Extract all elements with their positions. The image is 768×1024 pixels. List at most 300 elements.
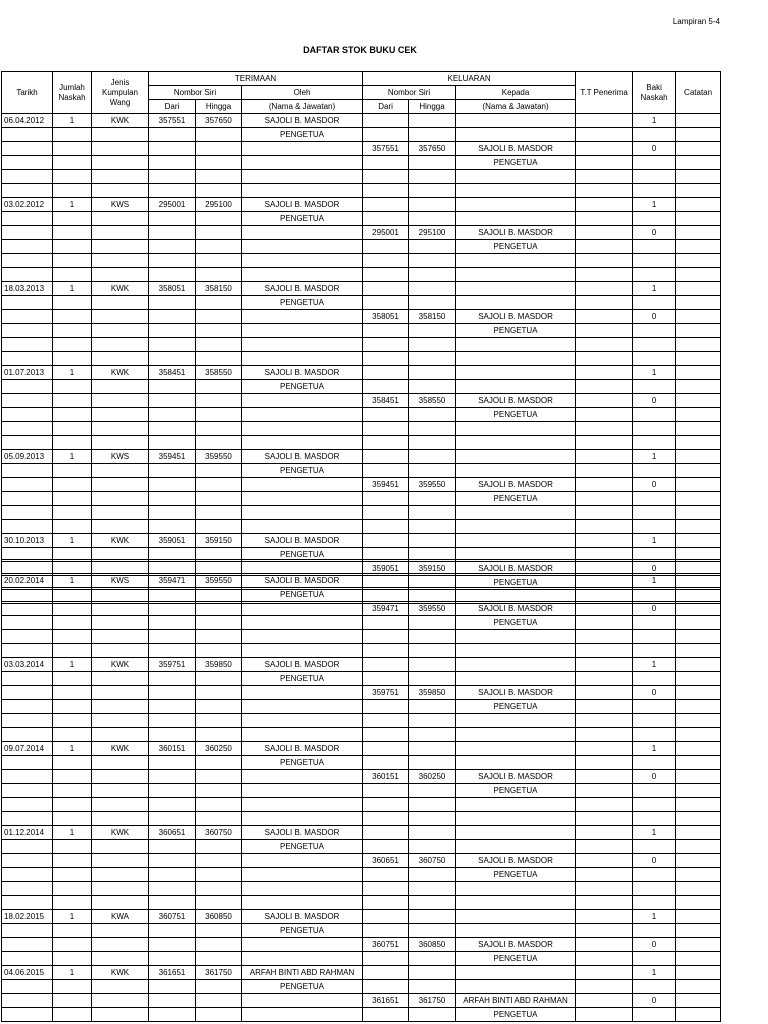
table-cell <box>363 1008 409 1022</box>
table-cell <box>2 728 53 742</box>
blank-row <box>2 644 721 658</box>
table-cell <box>53 896 92 910</box>
keluaran-hingga: Hingga <box>409 100 456 114</box>
table-cell <box>149 394 196 408</box>
table-cell <box>576 616 633 630</box>
entry-jumlah: 1 <box>53 450 92 464</box>
table-cell <box>196 394 242 408</box>
table-cell <box>633 700 676 714</box>
table-cell <box>363 840 409 854</box>
table-cell <box>456 644 576 658</box>
issue-row <box>2 686 721 700</box>
table-cell <box>363 296 409 310</box>
table-cell <box>409 184 456 198</box>
table-cell <box>2 602 53 616</box>
table-cell <box>2 896 53 910</box>
table-cell <box>53 324 92 338</box>
table-cell <box>409 212 456 226</box>
table-cell <box>196 686 242 700</box>
entry-jumlah: 1 <box>53 574 92 588</box>
table-cell <box>53 380 92 394</box>
receipt-row <box>2 658 721 672</box>
table-cell <box>676 966 721 980</box>
table-cell <box>149 700 196 714</box>
table-cell <box>196 952 242 966</box>
table-cell <box>456 560 576 574</box>
table-cell <box>676 588 721 602</box>
table-cell <box>149 882 196 896</box>
table-cell <box>53 240 92 254</box>
table-cell <box>2 170 53 184</box>
table-cell <box>409 254 456 268</box>
table-cell <box>409 714 456 728</box>
table-cell <box>633 268 676 282</box>
table-cell <box>363 980 409 994</box>
table-cell <box>196 436 242 450</box>
receipt-row <box>2 282 721 296</box>
table-cell <box>676 910 721 924</box>
table-cell <box>149 310 196 324</box>
blank-row <box>2 728 721 742</box>
blank-row <box>2 714 721 728</box>
baki-naskah-value: 0 <box>633 602 676 616</box>
table-cell <box>53 938 92 952</box>
entry-jenis: KWK <box>92 826 149 840</box>
table-cell <box>676 924 721 938</box>
table-cell <box>456 742 576 756</box>
table-cell <box>633 408 676 422</box>
table-cell <box>409 560 456 574</box>
table-cell <box>2 924 53 938</box>
table-cell <box>576 924 633 938</box>
table-cell <box>456 980 576 994</box>
issue-title-row <box>2 952 721 966</box>
table-cell <box>633 868 676 882</box>
issue-dari: 360151 <box>363 770 409 784</box>
table-cell <box>363 170 409 184</box>
blank-row <box>2 896 721 910</box>
table-cell <box>149 422 196 436</box>
entry-date: 18.03.2013 <box>2 282 53 296</box>
table-cell <box>53 394 92 408</box>
issue-kepada-nama: SAJOLI B. MASDOR <box>456 938 576 952</box>
table-cell <box>149 380 196 394</box>
receipt-title-row <box>2 212 721 226</box>
table-cell <box>409 980 456 994</box>
table-cell <box>53 184 92 198</box>
table-cell <box>2 464 53 478</box>
table-cell <box>456 756 576 770</box>
receipt-oleh-nama: SAJOLI B. MASDOR <box>242 198 363 212</box>
table-cell <box>2 700 53 714</box>
receipt-oleh-nama: ARFAH BINTI ABD RAHMAN <box>242 966 363 980</box>
table-cell <box>676 394 721 408</box>
table-cell <box>196 422 242 436</box>
table-cell <box>456 352 576 366</box>
table-cell <box>576 366 633 380</box>
table-cell <box>633 630 676 644</box>
table-cell <box>363 910 409 924</box>
issue-row <box>2 770 721 784</box>
table-cell <box>2 616 53 630</box>
table-cell <box>456 464 576 478</box>
table-cell <box>576 450 633 464</box>
table-cell <box>92 854 149 868</box>
issue-kepada-jawatan: PENGETUA <box>456 784 576 798</box>
receipt-oleh-nama: SAJOLI B. MASDOR <box>242 282 363 296</box>
table-cell <box>363 184 409 198</box>
table-cell <box>576 966 633 980</box>
entry-jumlah: 1 <box>53 658 92 672</box>
table-cell <box>196 324 242 338</box>
table-cell <box>2 798 53 812</box>
table-cell <box>576 324 633 338</box>
table-cell <box>363 658 409 672</box>
issue-hingga: 358150 <box>409 310 456 324</box>
table-cell <box>576 226 633 240</box>
table-cell <box>676 268 721 282</box>
issue-kepada-nama: SAJOLI B. MASDOR <box>456 854 576 868</box>
table-cell <box>92 492 149 506</box>
receipt-oleh-jawatan: PENGETUA <box>242 380 363 394</box>
issue-title-row <box>2 492 721 506</box>
table-cell <box>242 644 363 658</box>
table-cell <box>2 240 53 254</box>
table-cell <box>633 324 676 338</box>
issue-hingga: 360750 <box>409 854 456 868</box>
issue-row <box>2 310 721 324</box>
entry-jumlah: 1 <box>53 910 92 924</box>
table-cell <box>196 268 242 282</box>
table-cell <box>196 240 242 254</box>
table-cell <box>149 644 196 658</box>
table-cell <box>242 798 363 812</box>
entry-date: 01.12.2014 <box>2 826 53 840</box>
table-cell <box>242 854 363 868</box>
table-cell <box>576 658 633 672</box>
table-cell <box>149 588 196 602</box>
table-cell <box>363 534 409 548</box>
entry-jumlah: 1 <box>53 534 92 548</box>
table-cell <box>363 282 409 296</box>
table-cell <box>2 436 53 450</box>
table-cell <box>409 630 456 644</box>
table-cell <box>53 798 92 812</box>
table-cell <box>2 770 53 784</box>
table-cell <box>92 714 149 728</box>
table-cell <box>2 408 53 422</box>
issue-kepada-jawatan: PENGETUA <box>456 324 576 338</box>
table-cell <box>149 142 196 156</box>
table-cell <box>196 938 242 952</box>
table-cell <box>53 728 92 742</box>
table-cell <box>242 310 363 324</box>
baki-naskah-value: 1 <box>633 910 676 924</box>
table-cell <box>633 128 676 142</box>
table-cell <box>676 520 721 534</box>
table-cell <box>149 868 196 882</box>
table-cell <box>576 588 633 602</box>
table-cell <box>676 254 721 268</box>
receipt-title-row <box>2 128 721 142</box>
table-cell <box>633 840 676 854</box>
table-cell <box>633 240 676 254</box>
table-cell <box>676 226 721 240</box>
table-cell <box>2 324 53 338</box>
table-cell <box>409 574 456 588</box>
table-cell <box>2 854 53 868</box>
table-cell <box>456 520 576 534</box>
table-cell <box>633 296 676 310</box>
table-cell <box>363 952 409 966</box>
table-cell <box>363 366 409 380</box>
issue-hingga: 360850 <box>409 938 456 952</box>
receipt-title-row <box>2 980 721 994</box>
issue-kepada-jawatan: PENGETUA <box>456 492 576 506</box>
table-cell <box>409 408 456 422</box>
issue-hingga: 359550 <box>409 602 456 616</box>
table-cell <box>363 254 409 268</box>
table-cell <box>576 296 633 310</box>
table-cell <box>363 212 409 226</box>
blank-row <box>2 812 721 826</box>
table-cell <box>576 798 633 812</box>
table-cell <box>576 352 633 366</box>
table-cell <box>576 408 633 422</box>
table-cell <box>576 240 633 254</box>
table-cell <box>242 170 363 184</box>
appendix-label: Lampiran 5-4 <box>672 17 720 26</box>
baki-naskah-value: 1 <box>633 966 676 980</box>
table-cell <box>53 464 92 478</box>
table-cell <box>2 672 53 686</box>
table-cell <box>242 338 363 352</box>
table-cell <box>196 798 242 812</box>
receipt-hingga: 360850 <box>196 910 242 924</box>
table-cell <box>92 212 149 226</box>
baki-naskah-value: 1 <box>633 450 676 464</box>
issue-dari: 359051 <box>363 562 409 576</box>
receipt-oleh-nama: SAJOLI B. MASDOR <box>242 450 363 464</box>
table-cell <box>196 854 242 868</box>
table-cell <box>149 728 196 742</box>
table-cell <box>363 966 409 980</box>
blank-row <box>2 436 721 450</box>
table-cell <box>2 952 53 966</box>
table-cell <box>149 924 196 938</box>
baki-naskah-value: 0 <box>633 478 676 492</box>
receipt-row <box>2 366 721 380</box>
table-cell <box>92 798 149 812</box>
table-cell <box>53 226 92 240</box>
receipt-dari: 359051 <box>149 534 196 548</box>
table-cell <box>409 170 456 184</box>
table-cell <box>92 812 149 826</box>
receipt-title-row <box>2 464 721 478</box>
table-cell <box>149 240 196 254</box>
table-cell <box>92 310 149 324</box>
issue-hingga: 360250 <box>409 770 456 784</box>
table-cell <box>149 520 196 534</box>
table-cell <box>676 952 721 966</box>
entry-date: 30.10.2013 <box>2 534 53 548</box>
table-cell <box>456 450 576 464</box>
issue-title-row <box>2 868 721 882</box>
table-cell <box>92 868 149 882</box>
table-cell <box>53 170 92 184</box>
issue-dari: 359451 <box>363 478 409 492</box>
receipt-hingga: 360750 <box>196 826 242 840</box>
issue-row <box>2 602 721 616</box>
table-cell <box>576 826 633 840</box>
table-cell <box>576 506 633 520</box>
receipt-oleh-jawatan: PENGETUA <box>242 672 363 686</box>
table-cell <box>676 826 721 840</box>
table-cell <box>53 630 92 644</box>
table-cell <box>149 938 196 952</box>
table-cell <box>633 616 676 630</box>
table-cell <box>676 380 721 394</box>
table-cell <box>149 854 196 868</box>
table-cell <box>2 812 53 826</box>
table-cell <box>196 728 242 742</box>
table-cell <box>53 352 92 366</box>
issue-hingga: 359550 <box>409 478 456 492</box>
baki-naskah-value: 1 <box>633 742 676 756</box>
table-cell <box>409 910 456 924</box>
table-cell <box>92 506 149 520</box>
keluaran-nombor-siri: Nombor Siri <box>363 86 456 100</box>
table-cell <box>196 408 242 422</box>
table-cell <box>196 714 242 728</box>
table-cell <box>409 784 456 798</box>
issue-title-row <box>2 408 721 422</box>
table-cell <box>149 1008 196 1022</box>
table-cell <box>196 380 242 394</box>
table-cell <box>456 798 576 812</box>
table-cell <box>676 198 721 212</box>
table-cell <box>53 714 92 728</box>
entry-date: 01.07.2013 <box>2 366 53 380</box>
receipt-title-row <box>2 924 721 938</box>
table-cell <box>196 226 242 240</box>
table-cell <box>363 198 409 212</box>
table-cell <box>456 296 576 310</box>
table-cell <box>149 156 196 170</box>
table-cell <box>242 770 363 784</box>
receipt-oleh-nama: SAJOLI B. MASDOR <box>242 534 363 548</box>
table-cell <box>53 924 92 938</box>
table-cell <box>456 338 576 352</box>
receipt-dari: 359451 <box>149 450 196 464</box>
issue-row <box>2 394 721 408</box>
receipt-hingga: 359550 <box>196 450 242 464</box>
issue-row <box>2 854 721 868</box>
table-cell <box>149 352 196 366</box>
receipt-oleh-jawatan: PENGETUA <box>242 980 363 994</box>
table-cell <box>676 464 721 478</box>
table-cell <box>92 268 149 282</box>
table-cell <box>676 114 721 128</box>
table-cell <box>409 924 456 938</box>
table-cell <box>576 212 633 226</box>
table-cell <box>196 924 242 938</box>
table-cell <box>53 128 92 142</box>
table-cell <box>363 896 409 910</box>
table-cell <box>196 212 242 226</box>
issue-title-row <box>2 616 721 630</box>
issue-kepada-jawatan: PENGETUA <box>456 952 576 966</box>
issue-kepada-nama: SAJOLI B. MASDOR <box>456 478 576 492</box>
issue-kepada-nama: SAJOLI B. MASDOR <box>456 686 576 700</box>
issue-kepada-jawatan: PENGETUA <box>456 576 576 590</box>
table-cell <box>633 254 676 268</box>
table-cell <box>409 506 456 520</box>
table-cell <box>676 422 721 436</box>
table-cell <box>633 924 676 938</box>
table-cell <box>196 756 242 770</box>
table-cell <box>149 994 196 1008</box>
issue-kepada-jawatan: PENGETUA <box>456 408 576 422</box>
table-cell <box>242 408 363 422</box>
table-cell <box>676 450 721 464</box>
table-cell <box>149 464 196 478</box>
receipt-dari: 360151 <box>149 742 196 756</box>
table-cell <box>196 506 242 520</box>
table-cell <box>363 506 409 520</box>
table-cell <box>196 142 242 156</box>
table-cell <box>576 156 633 170</box>
receipt-oleh-jawatan: PENGETUA <box>242 588 363 602</box>
receipt-oleh-nama: SAJOLI B. MASDOR <box>242 366 363 380</box>
col-catatan: Catatan <box>676 72 721 114</box>
table-cell <box>196 478 242 492</box>
table-cell <box>576 742 633 756</box>
table-cell <box>633 896 676 910</box>
table-cell <box>409 268 456 282</box>
baki-naskah-value: 1 <box>633 534 676 548</box>
table-cell <box>576 868 633 882</box>
table-cell <box>92 184 149 198</box>
entry-jumlah: 1 <box>53 198 92 212</box>
table-cell <box>363 714 409 728</box>
terimaan-hingga: Hingga <box>196 100 242 114</box>
table-cell <box>92 756 149 770</box>
table-cell <box>242 896 363 910</box>
table-cell <box>409 952 456 966</box>
table-cell <box>676 282 721 296</box>
table-cell <box>53 784 92 798</box>
table-cell <box>2 212 53 226</box>
table-cell <box>676 142 721 156</box>
issue-title-row <box>2 324 721 338</box>
table-cell <box>53 142 92 156</box>
table-cell <box>92 254 149 268</box>
table-cell <box>2 560 53 574</box>
table-cell <box>92 324 149 338</box>
table-cell <box>363 644 409 658</box>
terimaan-dari: Dari <box>149 100 196 114</box>
table-cell <box>363 574 409 588</box>
table-cell <box>2 310 53 324</box>
table-cell <box>456 896 576 910</box>
table-cell <box>149 560 196 574</box>
table-cell <box>92 560 149 574</box>
table-cell <box>633 520 676 534</box>
table-cell <box>633 338 676 352</box>
table-cell <box>363 924 409 938</box>
entry-date: 06.04.2012 <box>2 114 53 128</box>
